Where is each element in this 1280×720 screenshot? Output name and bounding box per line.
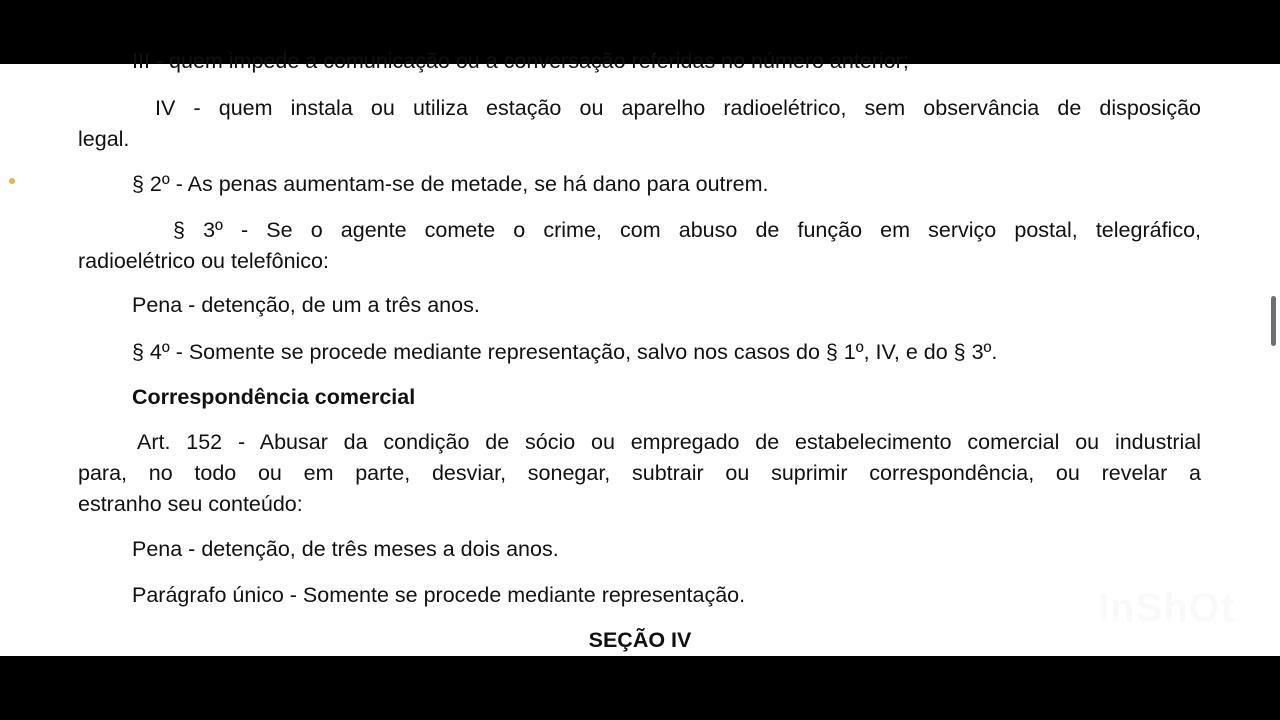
cutoff-line: III - quem impede a comunicação ou a conversação referidas no número anterior; xyxy=(132,49,909,73)
watermark-logo xyxy=(1098,586,1235,631)
scrollbar-thumb[interactable] xyxy=(1271,296,1276,346)
art-152-line-3: estranho seu conteúdo: xyxy=(78,492,303,516)
section-heading: Correspondência comercial xyxy=(132,385,416,409)
paragraph-3-line-1: § 3º - Se o agente comete o crime, com abuso de função em serviço postal, telegráfico, xyxy=(173,218,1201,242)
item-iv-line-1: IV - quem instala ou utiliza estação ou aparelho radioelétrico, sem observância de disposição xyxy=(155,96,1201,120)
item-iv-line-2: legal. xyxy=(78,127,130,151)
paragraph-2: § 2º - As penas aumentam-se de metade, se há dano para outrem. xyxy=(132,172,769,196)
pena-1: Pena - detenção, de um a três anos. xyxy=(132,293,480,317)
art-152-line-1: Art. 152 - Abusar da condição de sócio ou empregado de estabelecimento comercial ou industrial xyxy=(137,430,1201,454)
document-page xyxy=(0,49,1280,656)
paragraph-3-line-2: radioelétrico ou telefônico: xyxy=(78,249,329,273)
paragraph-4: § 4º - Somente se procede mediante representação, salvo nos casos do § 1º, IV, e do § 3º. xyxy=(132,340,998,364)
cursor-dot-icon xyxy=(9,178,15,184)
paragrafo-unico: Parágrafo único - Somente se procede mediante representação. xyxy=(132,583,746,607)
pena-2: Pena - detenção, de três meses a dois anos. xyxy=(132,537,559,561)
section-title: SEÇÃO IV xyxy=(588,628,692,652)
art-152-line-2: para, no todo ou em parte, desviar, sonegar, subtrair ou suprimir correspondência, ou revelar a xyxy=(78,461,1201,485)
